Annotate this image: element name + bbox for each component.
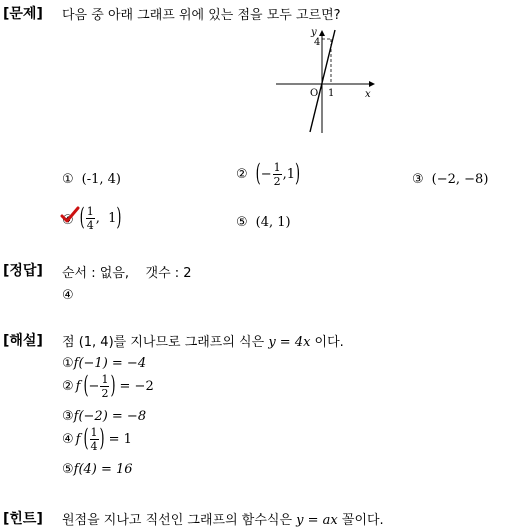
option-4-rest: , 1 — [95, 211, 117, 226]
option-5[interactable] — [236, 215, 291, 230]
step-3-mark: ③ — [62, 409, 74, 424]
explanation-line-1 — [62, 331, 344, 350]
problem-tag: [문제] — [3, 6, 43, 22]
step-2-f: f — [75, 379, 81, 394]
origin-label: O — [310, 88, 319, 99]
option-3-text: (−2, −8) — [431, 172, 489, 187]
step-4-rparen: ) — [99, 425, 105, 454]
option-5-text: (4, 1) — [255, 215, 291, 230]
explanation-line-1-a: 점 (1, 4)를 지나므로 그래프의 식은 — [62, 335, 269, 350]
step-4-result: = 1 — [108, 432, 132, 447]
step-4-fraction — [90, 427, 99, 452]
option-1[interactable] — [62, 172, 121, 187]
answer-info: 순서 : 없음, 갯수 : 2 — [62, 266, 192, 281]
step-5 — [62, 462, 133, 477]
option-2-rparen: ) — [295, 160, 301, 189]
x-axis-label: x — [365, 89, 371, 100]
option-1-mark: ① — [62, 172, 74, 187]
option-2-minus: − — [260, 167, 272, 182]
line-graph — [270, 25, 380, 140]
step-2-mark: ② — [62, 379, 74, 394]
option-4[interactable] — [62, 206, 121, 231]
option-2[interactable] — [236, 162, 300, 187]
y-axis-label: y — [311, 27, 317, 38]
step-1-expr: f(−1) = −4 — [73, 356, 147, 371]
step-2-fraction — [100, 374, 109, 399]
option-4-rparen: ) — [116, 204, 122, 233]
step-2-rparen: ) — [110, 372, 116, 401]
hint-text — [62, 509, 384, 528]
option-2-mark: ② — [236, 167, 248, 182]
option-4-mark: ④ — [62, 213, 74, 228]
option-4-denominator: 4 — [86, 219, 94, 232]
step-4-mark: ④ — [62, 432, 74, 447]
check-icon — [60, 206, 80, 224]
explanation-line-1-equation: y = 4x — [268, 335, 311, 350]
answer-value: ④ — [62, 288, 74, 303]
step-3 — [62, 409, 146, 424]
step-4 — [62, 427, 132, 452]
option-3-mark: ③ — [412, 172, 424, 187]
step-1 — [62, 356, 146, 371]
option-5-mark: ⑤ — [236, 215, 248, 230]
option-4-numerator: 1 — [86, 205, 94, 218]
option-4-lparen: ( — [79, 204, 85, 233]
option-4-fraction — [86, 206, 95, 231]
step-3-expr: f(−2) = −8 — [73, 409, 147, 424]
step-5-mark: ⑤ — [62, 462, 74, 477]
step-2-minus: − — [88, 379, 100, 394]
step-4-f: f — [75, 432, 81, 447]
step-2-lparen: ( — [83, 372, 89, 401]
step-2-numerator: 1 — [101, 373, 109, 386]
option-2-lparen: ( — [255, 160, 261, 189]
step-5-expr: f(4) = 16 — [73, 462, 133, 477]
step-4-denominator: 4 — [90, 440, 98, 453]
question-text: 다음 중 아래 그래프 위에 있는 점을 모두 고르면? — [62, 8, 341, 23]
hint-text-b: 꼴이다. — [337, 513, 384, 528]
explanation-line-1-b: 이다. — [310, 335, 344, 350]
option-1-text: (-1, 4) — [81, 172, 121, 187]
hint-equation: y = ax — [296, 513, 338, 528]
answer-tag: [정답] — [3, 263, 43, 279]
option-2-rest: ,1 — [282, 167, 296, 182]
y-tick-label: 4 — [314, 37, 321, 48]
step-2-denominator: 2 — [101, 387, 109, 400]
option-2-numerator: 1 — [273, 161, 281, 174]
option-2-fraction — [273, 162, 282, 187]
option-4-mark-wrap — [62, 209, 74, 228]
step-2 — [62, 374, 154, 399]
step-2-result: = −2 — [119, 379, 154, 394]
hint-text-a: 원점을 지나고 직선인 그래프의 함수식은 — [62, 513, 297, 528]
explanation-tag: [해설] — [3, 333, 43, 349]
step-1-mark: ① — [62, 356, 74, 371]
hint-tag: [힌트] — [3, 511, 43, 527]
x-tick-label: 1 — [328, 88, 335, 99]
step-4-numerator: 1 — [90, 426, 98, 439]
option-3[interactable] — [412, 172, 488, 187]
option-2-denominator: 2 — [273, 175, 281, 188]
step-4-lparen: ( — [83, 425, 89, 454]
